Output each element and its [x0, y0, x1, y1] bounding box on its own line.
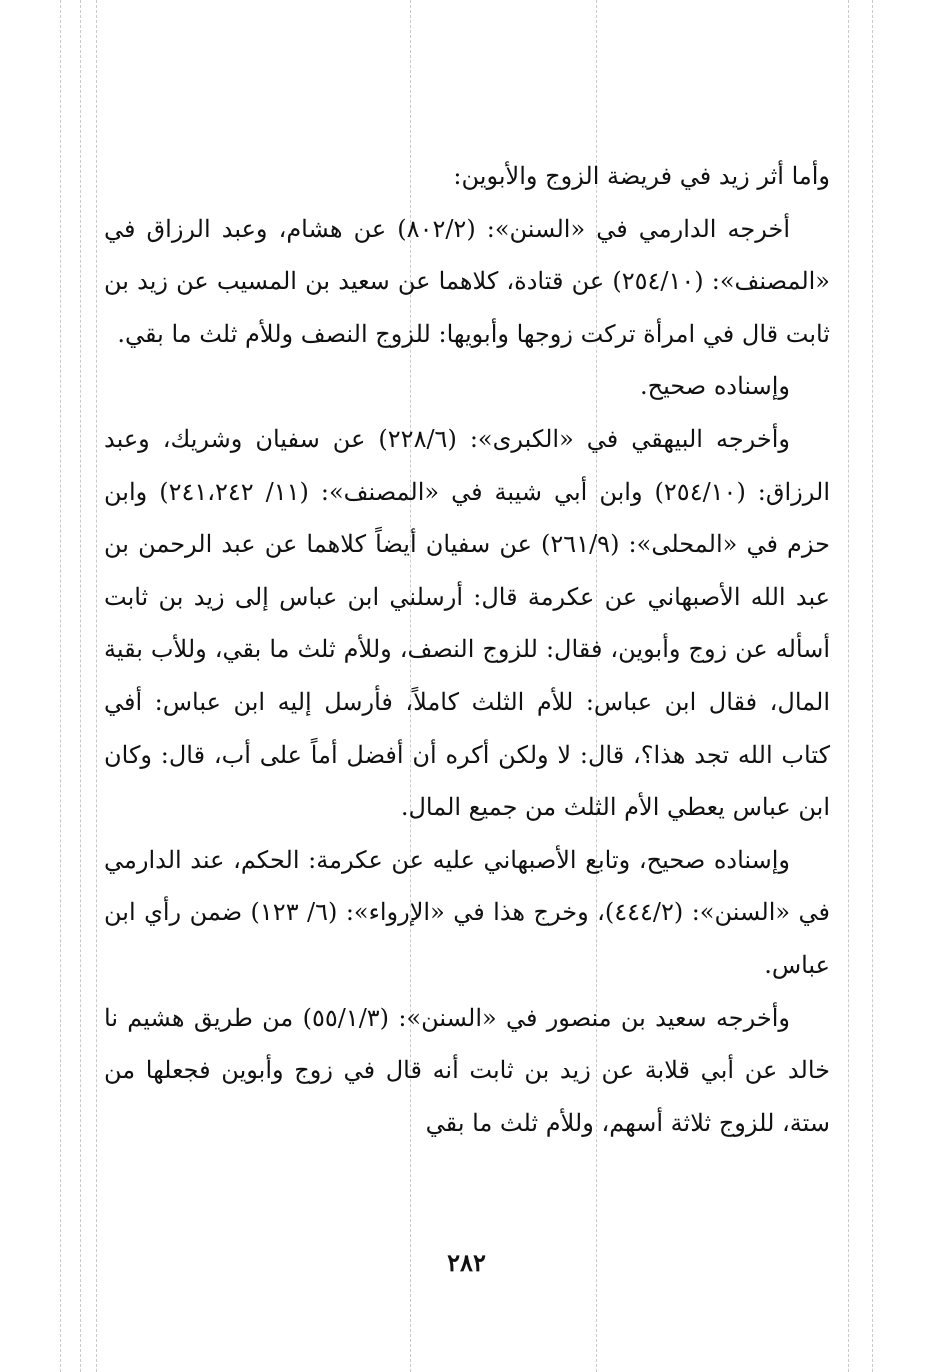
paragraph: وإسناده صحيح، وتابع الأصبهاني عليه عن عكرمة: الحكم، عند الدارمي في «السنن»: (٤٤٤/٢)، وخرج هذا في «الإرواء»: (٦/ ١٢٣) ضمن رأي ابن عباس.	[104, 845, 831, 979]
scan-guide-line	[848, 0, 849, 1372]
scan-guide-line	[872, 0, 873, 1372]
paragraph: أخرجه الدارمي في «السنن»: (٨٠٢/٢) عن هشام، وعبد الرزاق في «المصنف»: (٢٥٤/١٠) عن قتادة، كلاهما عن سعيد بن المسيب عن زيد بن ثابت قال في امرأة تركت زوجها وأبويها: للزوج النصف وللأم ثلث ما بقي.	[104, 214, 830, 348]
page-body	[104, 150, 830, 1149]
paragraph: وأخرجه البيهقي في «الكبرى»: (٢٢٨/٦) عن سفيان وشريك، وعبد الرزاق: (٢٥٤/١٠) وابن أبي شيبة في «المصنف»: (١١/ ٢٤١،٢٤٢) وابن حزم في «المحلى»: (٢٦١/٩) عن سفيان أيضاً كلاهما عن عبد الرحمن بن عبد الله الأصبهاني عن عكرمة قال: أرسلني ابن عباس إلى زيد بن ثابت أسأله عن زوج وأبوين، فقال: للزوج النصف، وللأم ثلث ما بقي، وللأب بقية المال، فقال ابن عباس: للأم الثلث كاملاً، فأرسل إليه ابن عباس: أفي كتاب الله تجد هذا؟، قال: لا ولكن أكره أن أفضل أماً على أب، قال: وكان ابن عباس يعطي الأم الثلث من جميع المال.	[104, 424, 830, 822]
paragraph: وأخرجه سعيد بن منصور في «السنن»: (٥٥/١/٣) من طريق هشيم نا خالد عن أبي قلابة عن زيد بن ثابت أنه قال في زوج وأبوين فجعلها من ستة، للزوج ثلاثة أسهم، وللأم ثلث ما بقي	[104, 1003, 830, 1137]
scan-guide-line	[60, 0, 61, 1372]
scan-guide-line	[96, 0, 97, 1372]
paragraph: وإسناده صحيح.	[639, 372, 790, 401]
scan-guide-line	[80, 0, 81, 1372]
page-number: ٢٨٢	[447, 1248, 486, 1277]
paragraph-heading: وأما أثر زيد في فريضة الزوج والأبوين:	[453, 162, 830, 190]
